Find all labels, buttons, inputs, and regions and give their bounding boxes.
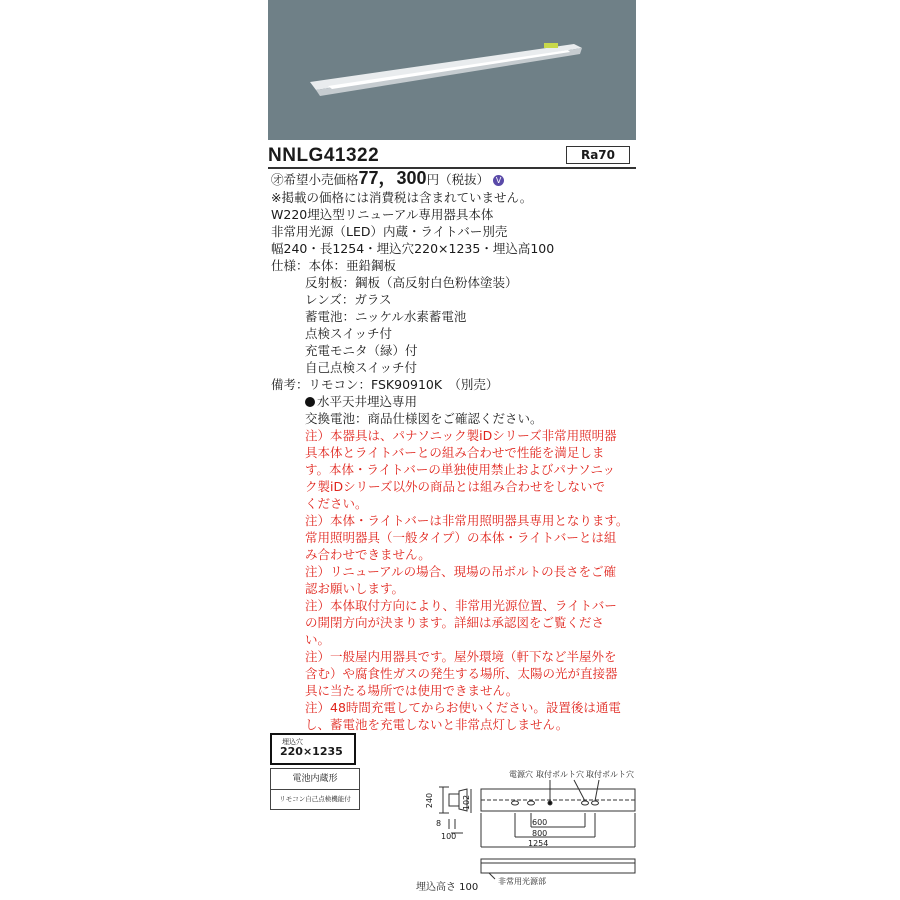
tag-title: 電池内蔵形 xyxy=(271,769,359,790)
note-line: い。 xyxy=(305,632,331,647)
remote-info: リモコン：FSK90910K （別売） xyxy=(308,377,499,392)
fixture-type: W220埋込型リニューアル専用器具本体 xyxy=(271,207,494,222)
remarks-row xyxy=(271,376,498,393)
label-bolt-hole: 取付ボルト穴 xyxy=(536,770,584,779)
note-line: 注）一般屋内用器具です。屋外環境（軒下など半屋外を xyxy=(305,649,617,664)
bullet-icon xyxy=(305,397,315,407)
cutout-box xyxy=(270,733,356,765)
tag-sub: リモコン自己点検機能付 xyxy=(279,795,351,803)
dim-8: 8 xyxy=(436,819,442,828)
fixture-illustration xyxy=(268,0,636,140)
remarks-label: 備考： xyxy=(271,377,309,392)
dim-240: 240 xyxy=(425,792,435,809)
price-label: ㋔希望小売価格 xyxy=(271,172,359,187)
spec-item: レンズ：ガラス xyxy=(305,292,392,307)
note-line: 注）本体取付方向により、非常用光源位置、ライトバー xyxy=(305,598,617,613)
note-line: す。本体・ライトバーの単独使用禁止およびパナソニッ xyxy=(305,462,616,477)
note-line: 注）本体・ライトバーは非常用照明器具専用となります。 xyxy=(305,513,629,528)
feature-tag xyxy=(270,768,360,810)
price-unit: 円（税抜） xyxy=(426,172,490,187)
price-amount: 77，300 xyxy=(358,168,427,188)
cutout-value: 220×1235 xyxy=(280,745,343,758)
v-mark-icon: V xyxy=(493,175,504,186)
spec-item: 反射板：鋼板（高反射白色粉体塗装） xyxy=(305,275,518,290)
spec-item: 自己点検スイッチ付 xyxy=(305,360,418,375)
dim-100: 100 xyxy=(441,832,457,841)
battery-note: 交換電池：商品仕様図をご確認ください。 xyxy=(305,411,543,426)
note-line: 含む）や腐食性ガスの発生する場所、太陽の光が直接器 xyxy=(305,666,618,681)
note-line: 常用照明器具（一般タイプ）の本体・ライトバーとは組 xyxy=(305,530,617,545)
note-line: ク製iDシリーズ以外の商品とは組み合わせをしないで xyxy=(305,479,605,494)
dim-600: 600 xyxy=(532,818,548,827)
note-line: 認お願いします。 xyxy=(305,581,405,596)
cutout-label: 埋込穴 xyxy=(282,738,303,746)
light-source: 非常用光源（LED）内蔵・ライトバー別売 xyxy=(271,224,508,239)
note-line: 具本体とライトバーとの組み合わせで性能を満足しま xyxy=(305,445,605,460)
emergency-part: 非常用光源部 xyxy=(498,877,546,886)
note-line: し、蓄電池を充電しないと非常点灯しません。 xyxy=(305,717,569,732)
ceiling-note: 水平天井埋込専用 xyxy=(305,393,417,410)
note-line: 注）本器具は、パナソニック製iDシリーズ非常用照明器 xyxy=(305,428,617,443)
note-line: ください。 xyxy=(305,496,368,511)
note-line: 注）リニューアルの場合、現場の吊ボルトの長さをご確 xyxy=(305,564,617,579)
label-bolt-hole: 取付ボルト穴 xyxy=(586,770,634,779)
tax-note: ※掲載の価格には消費税は含まれていません。 xyxy=(271,190,533,205)
model-number: NNLG41322 xyxy=(268,145,380,166)
spec-item: 蓄電池：ニッケル水素蓄電池 xyxy=(305,309,467,324)
label-power-hole: 電源穴 xyxy=(509,770,533,779)
spec-item: 充電モニタ（緑）付 xyxy=(305,343,418,358)
note-line: の開閉方向が決まります。詳細は承認図をご覧くださ xyxy=(305,615,605,630)
spec-item: 本体：亜鉛鋼板 xyxy=(308,258,397,273)
note-line: 注）48時間充電してからお使いください。設置後は通電 xyxy=(305,700,621,715)
top-view xyxy=(481,780,635,847)
dim-102: 102 xyxy=(462,794,472,811)
note-line: み合わせできません。 xyxy=(305,547,431,562)
dim-1254: 1254 xyxy=(528,839,549,848)
note-line: 具に当たる場所では使用できません。 xyxy=(305,683,519,698)
price-line xyxy=(271,170,504,188)
ra-badge: Ra70 xyxy=(566,146,630,164)
spec-row-1 xyxy=(271,257,396,274)
product-photo xyxy=(268,0,636,140)
embed-height: 埋込高さ 100 xyxy=(416,882,479,893)
spec-item: 点検スイッチ付 xyxy=(305,326,393,341)
dim-800: 800 xyxy=(532,829,548,838)
dimensions: 幅240・長1254・埋込穴220×1235・埋込高100 xyxy=(271,241,555,256)
spec-label: 仕様： xyxy=(271,258,309,273)
title-rule xyxy=(268,167,636,169)
